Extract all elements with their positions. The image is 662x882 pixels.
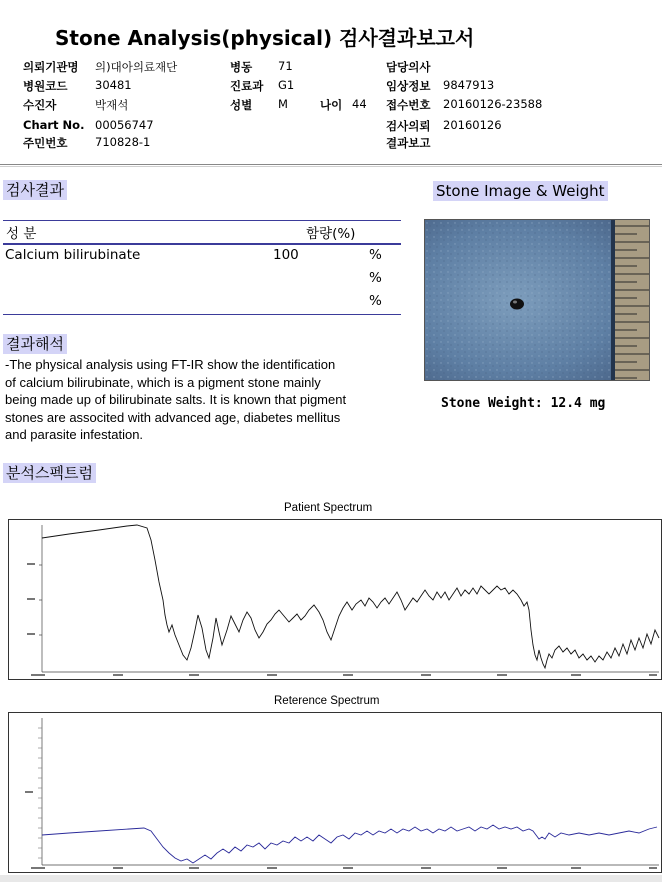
stone-photo-image <box>425 220 649 380</box>
stone-heading: Stone Image & Weight <box>433 181 608 201</box>
value-hospital-code: 30481 <box>95 78 132 92</box>
results-table-header-line <box>3 243 401 245</box>
value-department: G1 <box>278 78 295 92</box>
value-resident-number: 710828-1 <box>95 135 151 149</box>
reference-spectrum-title: Reterence Spectrum <box>274 695 380 707</box>
value-sex: M <box>278 97 288 111</box>
results-col-amount: 함량(%) <box>306 226 356 242</box>
interpretation-text <box>5 356 415 444</box>
header-divider-shadow <box>0 166 662 167</box>
header-divider <box>0 164 662 165</box>
interpretation-heading: 결과해석 <box>3 334 67 354</box>
patient-spectrum-chart <box>8 519 662 680</box>
patient-spectrum-plot <box>9 520 661 679</box>
label-patient: 수진자 <box>23 98 57 112</box>
results-row-unit: % <box>369 270 382 286</box>
label-test-request: 검사의뢰 <box>386 119 431 133</box>
label-chart-no: Chart No. <box>23 118 85 132</box>
stone-photo <box>424 219 650 381</box>
interpretation-line: stones are associted with advanced age, diabetes mellitus <box>5 409 341 425</box>
label-sex: 성별 <box>230 98 253 112</box>
label-department: 진료과 <box>230 79 264 93</box>
interpretation-line: and parasite infestation. <box>5 427 144 442</box>
label-requesting-institution: 의뢰기관명 <box>23 60 79 74</box>
reference-spectrum-chart <box>8 712 662 873</box>
results-row-unit: % <box>369 247 382 263</box>
stone-weight-value: 12.4 <box>550 396 582 411</box>
value-patient: 박재석 <box>95 98 129 112</box>
interpretation-line: of calcium bilirubinate, which is a pigment stone mainly <box>5 374 321 390</box>
label-hospital-code: 병원코드 <box>23 79 68 93</box>
label-result-report: 결과보고 <box>386 136 431 150</box>
value-test-request: 20160126 <box>443 118 502 132</box>
value-requesting-institution: 의)대아의료재단 <box>95 60 178 74</box>
label-attending-doctor: 담당의사 <box>386 60 431 74</box>
value-age: 44 <box>352 97 367 111</box>
results-row-amount: 100 <box>273 247 299 263</box>
value-ward: 71 <box>278 59 293 73</box>
results-table-bottom-line <box>3 314 401 315</box>
stone-weight <box>441 396 605 411</box>
label-resident-number: 주민번호 <box>23 136 68 150</box>
value-clinical-info: 9847913 <box>443 78 495 92</box>
interpretation-line: -The physical analysis using FT-IR show the identification <box>5 357 336 372</box>
reference-spectrum-line <box>42 825 657 863</box>
stone-weight-unit: mg <box>589 396 606 411</box>
value-receipt-number: 20160126-23588 <box>443 97 543 111</box>
results-heading: 검사결과 <box>3 180 67 200</box>
report-title: Stone Analysis(physical) 검사결과보고서 <box>55 26 475 50</box>
label-ward: 병동 <box>230 60 253 74</box>
patient-spectrum-title: Patient Spectrum <box>284 502 373 514</box>
results-table-top-line <box>3 220 401 221</box>
label-clinical-info: 임상정보 <box>386 79 431 93</box>
results-row-unit: % <box>369 293 382 309</box>
spectrum-heading: 분석스펙트럼 <box>3 463 96 483</box>
patient-spectrum-line <box>42 525 659 668</box>
label-receipt-number: 접수번호 <box>386 98 431 112</box>
results-row-component: Calcium bilirubinate <box>5 247 141 263</box>
page-bottom-band <box>0 875 662 882</box>
value-chart-no: 00056747 <box>95 118 154 132</box>
stone-weight-label: Stone Weight: <box>441 396 543 411</box>
reference-spectrum-plot <box>9 713 661 872</box>
label-age: 나이 <box>320 98 343 112</box>
interpretation-line: being made up of bilirubinate salts. It is known that pigment <box>5 392 347 407</box>
results-col-component: 성 분 <box>6 226 37 242</box>
